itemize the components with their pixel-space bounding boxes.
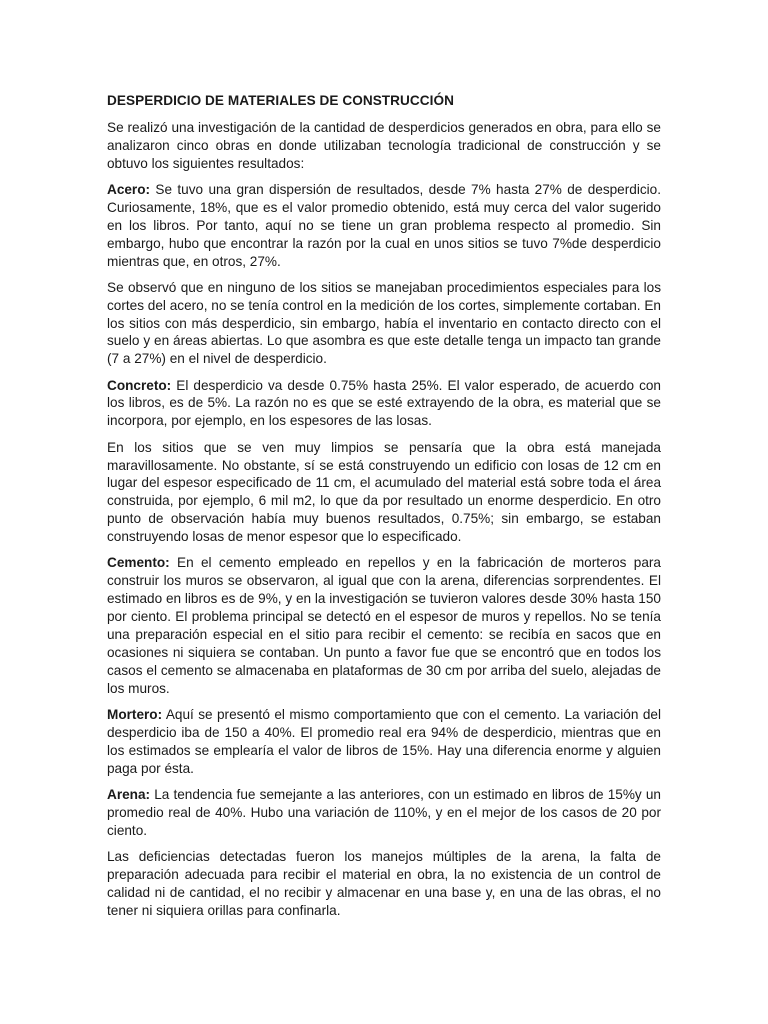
paragraph-text: El desperdicio va desde 0.75% hasta 25%. El valor esperado, de acuerdo con los libros, es de 5%. La razón no es que se esté extrayendo de la obra, es material que se incorpora, por ejemplo, en los espesores de las losas.: [107, 377, 661, 429]
paragraph-text: La tendencia fue semejante a las anteriores, con un estimado en libros de 15%y un promedio real de 40%. Hubo una variación de 110%, y en el mejor de los casos de 20 por ciento.: [107, 786, 661, 838]
paragraph-intro: [107, 119, 661, 173]
paragraph-lead: Concreto:: [107, 377, 172, 393]
paragraph-lead: Acero:: [107, 181, 151, 197]
paragraph-text: Aquí se presentó el mismo comportamiento que con el cemento. La variación del desperdicio iba de 150 a 40%. El promedio real era 94% de desperdicio, mientras que en los estimados se emplearía el valor de libros de 15%. Hay una diferencia enorme y alguien paga por ésta.: [107, 706, 661, 776]
paragraph-mortero: [107, 706, 661, 778]
paragraph-concreto: [107, 377, 661, 431]
paragraph-text: En los sitios que se ven muy limpios se pensaría que la obra está manejada maravillosamente. No obstante, sí se está construyendo un edificio con losas de 12 cm en lugar del espesor especificado de 11 cm, el acumulado del material está sobre toda el área construida, por ejemplo, 6 mil m2, lo que da por resultado un enorme desperdicio. En otro punto de observación había muy buenos resultados, 0.75%; sin embargo, se estaban construyendo losas de menor espesor que lo especificado.: [107, 439, 661, 545]
paragraph-lead: Cemento:: [107, 555, 170, 571]
paragraph-lead: Arena:: [107, 786, 151, 802]
paragraph-text: Se observó que en ninguno de los sitios se manejaban procedimientos especiales para los cortes del acero, no se tenía control en la medición de los cortes, simplemente cortaban. En los sitios con más desperdicio, sin embargo, había el inventario en contacto directo con el suelo y en áreas abiertas. Lo que asombra es que este detalle tenga un impacto tan grande (7 a 27%) en el nivel de desperdicio.: [107, 279, 661, 367]
paragraph-acero: [107, 181, 661, 271]
paragraph-acero-observation: [107, 279, 661, 369]
paragraph-deficiencias: [107, 848, 661, 920]
paragraph-text: En el cemento empleado en repellos y en la fabricación de morteros para construir los muros se observaron, al igual que con la arena, diferencias sorprendentes. El estimado en libros es de 9%, y en la investigación se tuvieron valores desde 30% hasta 150 por ciento. El problema principal se detectó en el espesor de muros y repellos. No se tenía una preparación especial en el sitio para recibir el cemento: se recibía en sacos que en ocasiones ni siquiera se contaban. Un punto a favor fue que se encontró que en todos los casos el cemento se almacenaba en plataformas de 30 cm por arriba del suelo, alejadas de los muros.: [107, 555, 661, 696]
paragraph-text: Las deficiencias detectadas fueron los manejos múltiples de la arena, la falta de preparación adecuada para recibir el material en obra, la no existencia de un control de calidad ni de cantidad, el no recibir y almacenar en una base y, en una de las obras, el no tener ni siquiera orillas para confinarla.: [107, 848, 661, 918]
document-title: DESPERDICIO DE MATERIALES DE CONSTRUCCIÓN: [107, 93, 454, 108]
paragraph-text: Se tuvo una gran dispersión de resultados, desde 7% hasta 27% de desperdicio. Curiosamente, 18%, que es el valor promedio obtenido, está muy cerca del valor sugerido en los libros. Por tanto, aquí no se tiene un gran problema respecto al promedio. Sin embargo, hubo que encontrar la razón por la cual en unos sitios se tuvo 7%de desperdicio mientras que, en otros, 27%.: [107, 181, 661, 269]
paragraph-cemento: [107, 554, 661, 697]
paragraph-lead: Mortero:: [107, 706, 163, 722]
document-page: [107, 92, 661, 928]
paragraph-text: Se realizó una investigación de la cantidad de desperdicios generados en obra, para ello se analizaron cinco obras en donde utilizaban tecnología tradicional de construcción y se obtuvo los siguientes resultados:: [107, 119, 661, 171]
paragraph-arena: [107, 786, 661, 840]
paragraph-concreto-observation: [107, 439, 661, 546]
